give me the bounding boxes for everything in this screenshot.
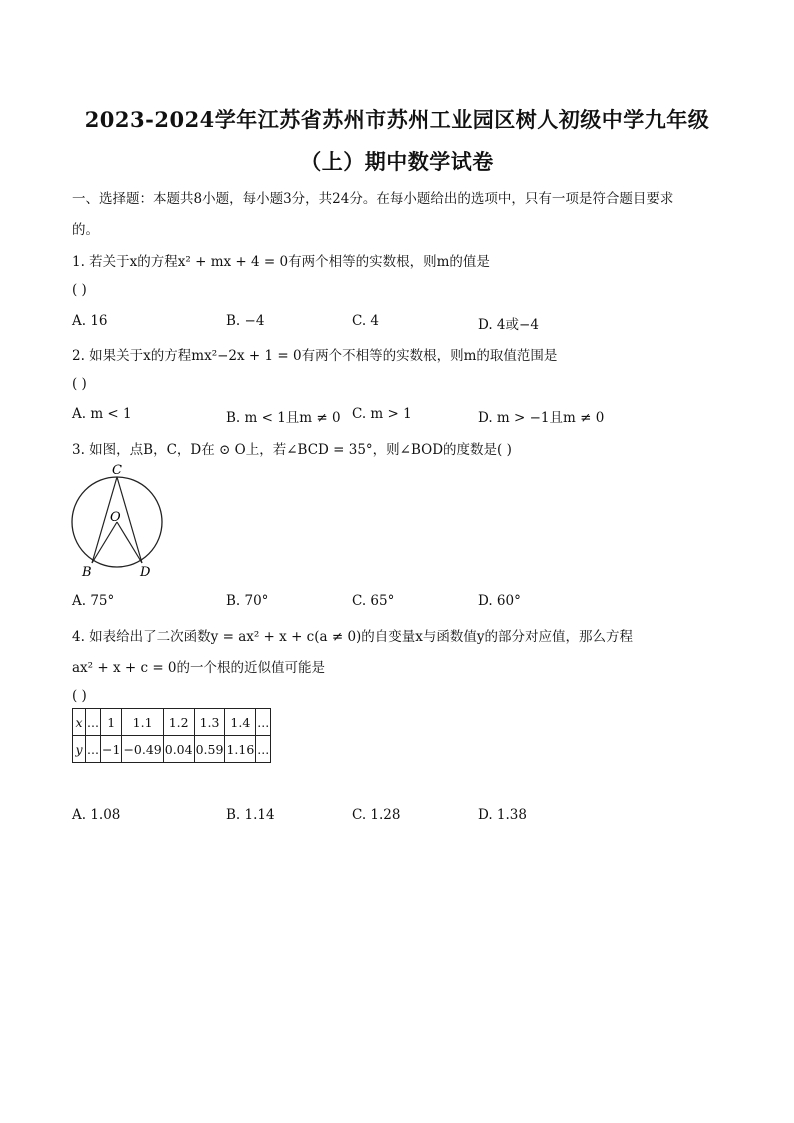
section-intro-line2: 的。: [72, 222, 99, 238]
table-cell: x: [73, 709, 86, 736]
table-cell: ...: [256, 736, 271, 763]
table-cell: 1.4: [225, 709, 256, 736]
table-cell: 0.59: [194, 736, 225, 763]
paper-title-line2: （上）期中数学试卷: [300, 149, 494, 174]
question-2-option-b[interactable]: B. m < 1且m ≠ 0: [226, 410, 341, 426]
table-cell: 1.16: [225, 736, 256, 763]
segment-od: [117, 522, 142, 563]
table-cell: ...: [256, 709, 271, 736]
section-intro-line1: 一、选择题：本题共8小题，每小题3分，共24分。在每小题给出的选项中，只有一项是符合题目要求: [72, 191, 674, 207]
question-2-paren: ( ): [72, 376, 87, 392]
table-cell: ...: [86, 736, 101, 763]
question-1-stem: 1. 若关于x的方程x² + mx + 4 = 0有两个相等的实数根，则m的值是: [72, 254, 490, 270]
table-cell: 1: [101, 709, 122, 736]
label-c: C: [112, 463, 122, 478]
question-4-stem: 4. 如表给出了二次函数y = ax² + x + c(a ≠ 0)的自变量x与函数值y的部分对应值，那么方程: [72, 629, 634, 645]
table-cell: ...: [86, 709, 101, 736]
table-cell: 0.04: [163, 736, 194, 763]
question-3-stem: 3. 如图，点B，C，D在 ⊙ O上，若∠BCD = 35°，则∠BOD的度数是( ): [72, 442, 512, 458]
circle-figure: [66, 460, 176, 580]
label-b: B: [82, 565, 92, 580]
table-row-x: [73, 709, 271, 736]
question-4-option-c[interactable]: C. 1.28: [352, 807, 401, 823]
question-1-option-d[interactable]: D. 4或−4: [478, 317, 539, 333]
paper-title-line1: 2023-2024学年江苏省苏州市苏州工业园区树人初级中学九年级: [84, 107, 710, 132]
table-cell: 1.2: [163, 709, 194, 736]
question-1-option-b[interactable]: B. −4: [226, 313, 265, 329]
question-2-option-c[interactable]: C. m > 1: [352, 406, 412, 422]
question-3-option-a[interactable]: A. 75°: [72, 593, 115, 609]
question-2-stem: 2. 如果关于x的方程mx²−2x + 1 = 0有两个不相等的实数根，则m的取值范围是: [72, 348, 558, 364]
question-3-option-c[interactable]: C. 65°: [352, 593, 395, 609]
segment-cd: [117, 477, 142, 563]
table-cell: −0.49: [122, 736, 163, 763]
segment-ob: [92, 522, 117, 563]
table-cell: 1.3: [194, 709, 225, 736]
question-4-option-a[interactable]: A. 1.08: [72, 807, 121, 823]
question-1-option-a[interactable]: A. 16: [72, 313, 108, 329]
label-o: O: [110, 510, 121, 525]
value-table: [72, 708, 271, 763]
table-cell: y: [73, 736, 86, 763]
question-4-paren: ( ): [72, 688, 87, 704]
question-4-option-b[interactable]: B. 1.14: [226, 807, 275, 823]
question-1-option-c[interactable]: C. 4: [352, 313, 380, 329]
table-cell: −1: [101, 736, 122, 763]
question-2-option-a[interactable]: A. m < 1: [72, 406, 132, 422]
question-2-option-d[interactable]: D. m > −1且m ≠ 0: [478, 410, 605, 426]
question-4-option-d[interactable]: D. 1.38: [478, 807, 527, 823]
question-3-option-b[interactable]: B. 70°: [226, 593, 269, 609]
question-4-stem-cont: ax² + x + c = 0的一个根的近似值可能是: [72, 660, 326, 676]
question-1-paren: ( ): [72, 282, 87, 298]
table-cell: 1.1: [122, 709, 163, 736]
question-3-option-d[interactable]: D. 60°: [478, 593, 521, 609]
table-row-y: [73, 736, 271, 763]
label-d: D: [140, 565, 151, 580]
